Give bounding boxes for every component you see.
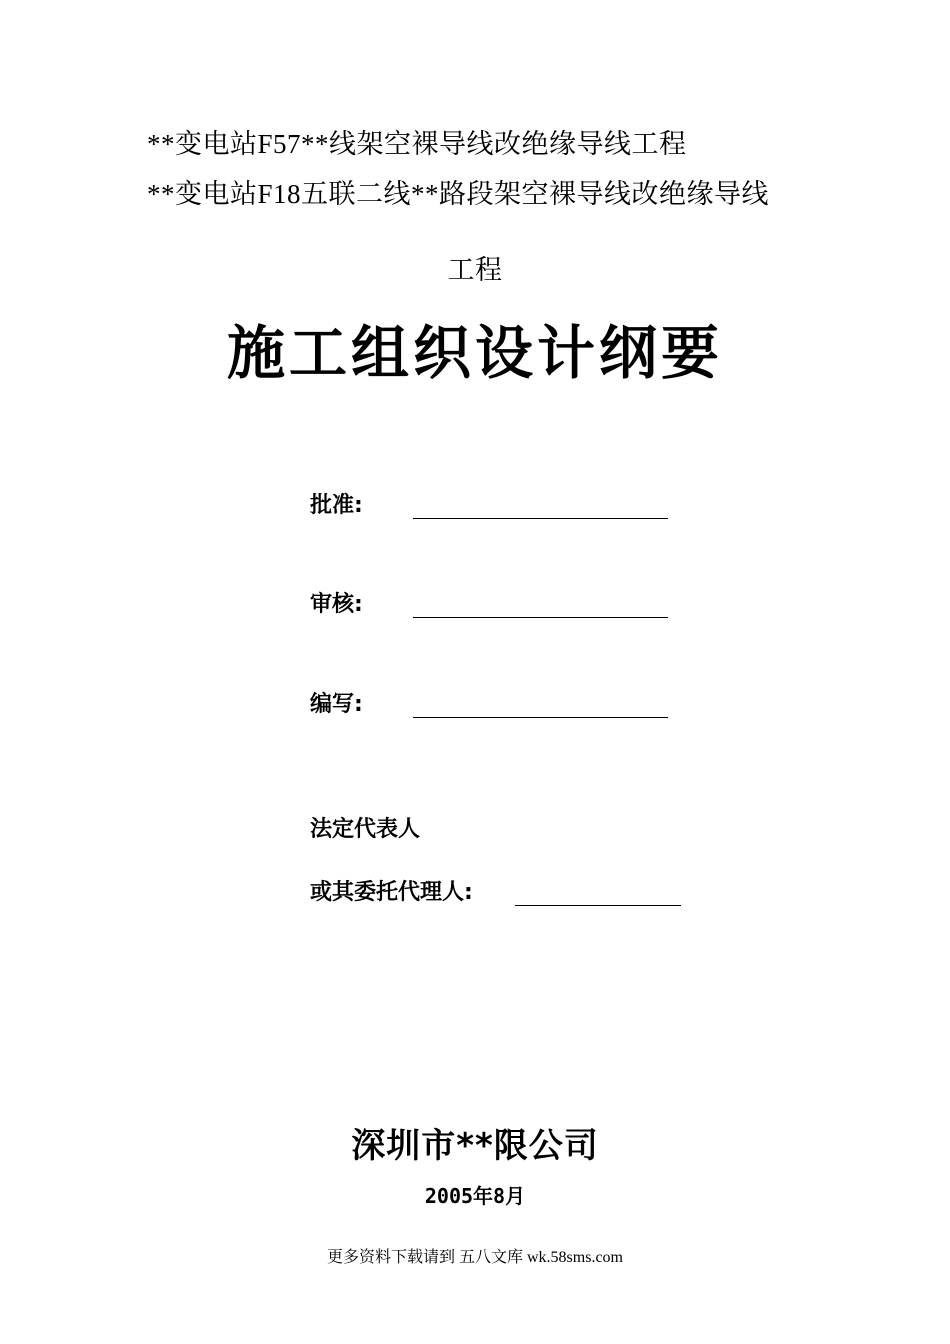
- write-row: [310, 680, 690, 720]
- project-title-line-1: **变电站F57**线架空裸导线改绝缘导线工程: [147, 129, 687, 159]
- company-name: 深圳市**限公司: [351, 1126, 599, 1166]
- review-label: 审核:: [310, 592, 363, 617]
- write-label: 编写:: [310, 692, 363, 717]
- agent-label: 或其委托代理人:: [310, 880, 473, 905]
- review-signature-line: [413, 617, 668, 618]
- project-title-line-2: **变电站F18五联二线**路段架空裸导线改绝缘导线: [147, 179, 770, 209]
- legal-representative-label: 法定代表人: [310, 817, 421, 842]
- agent-signature-line: [515, 905, 681, 906]
- main-heading: 施工组织设计纲要: [226, 319, 723, 387]
- write-signature-line: [413, 717, 668, 718]
- project-title-line-3: 工程: [447, 255, 503, 285]
- document-date: 2005年8月: [424, 1184, 526, 1208]
- footer-note: 更多资料下载请到 五八文库 wk.58sms.com: [326, 1249, 623, 1266]
- agent-row: [310, 872, 710, 908]
- review-row: [310, 580, 690, 620]
- approve-row: [310, 481, 690, 521]
- approve-label: 批准:: [310, 493, 363, 518]
- approve-signature-line: [413, 518, 668, 519]
